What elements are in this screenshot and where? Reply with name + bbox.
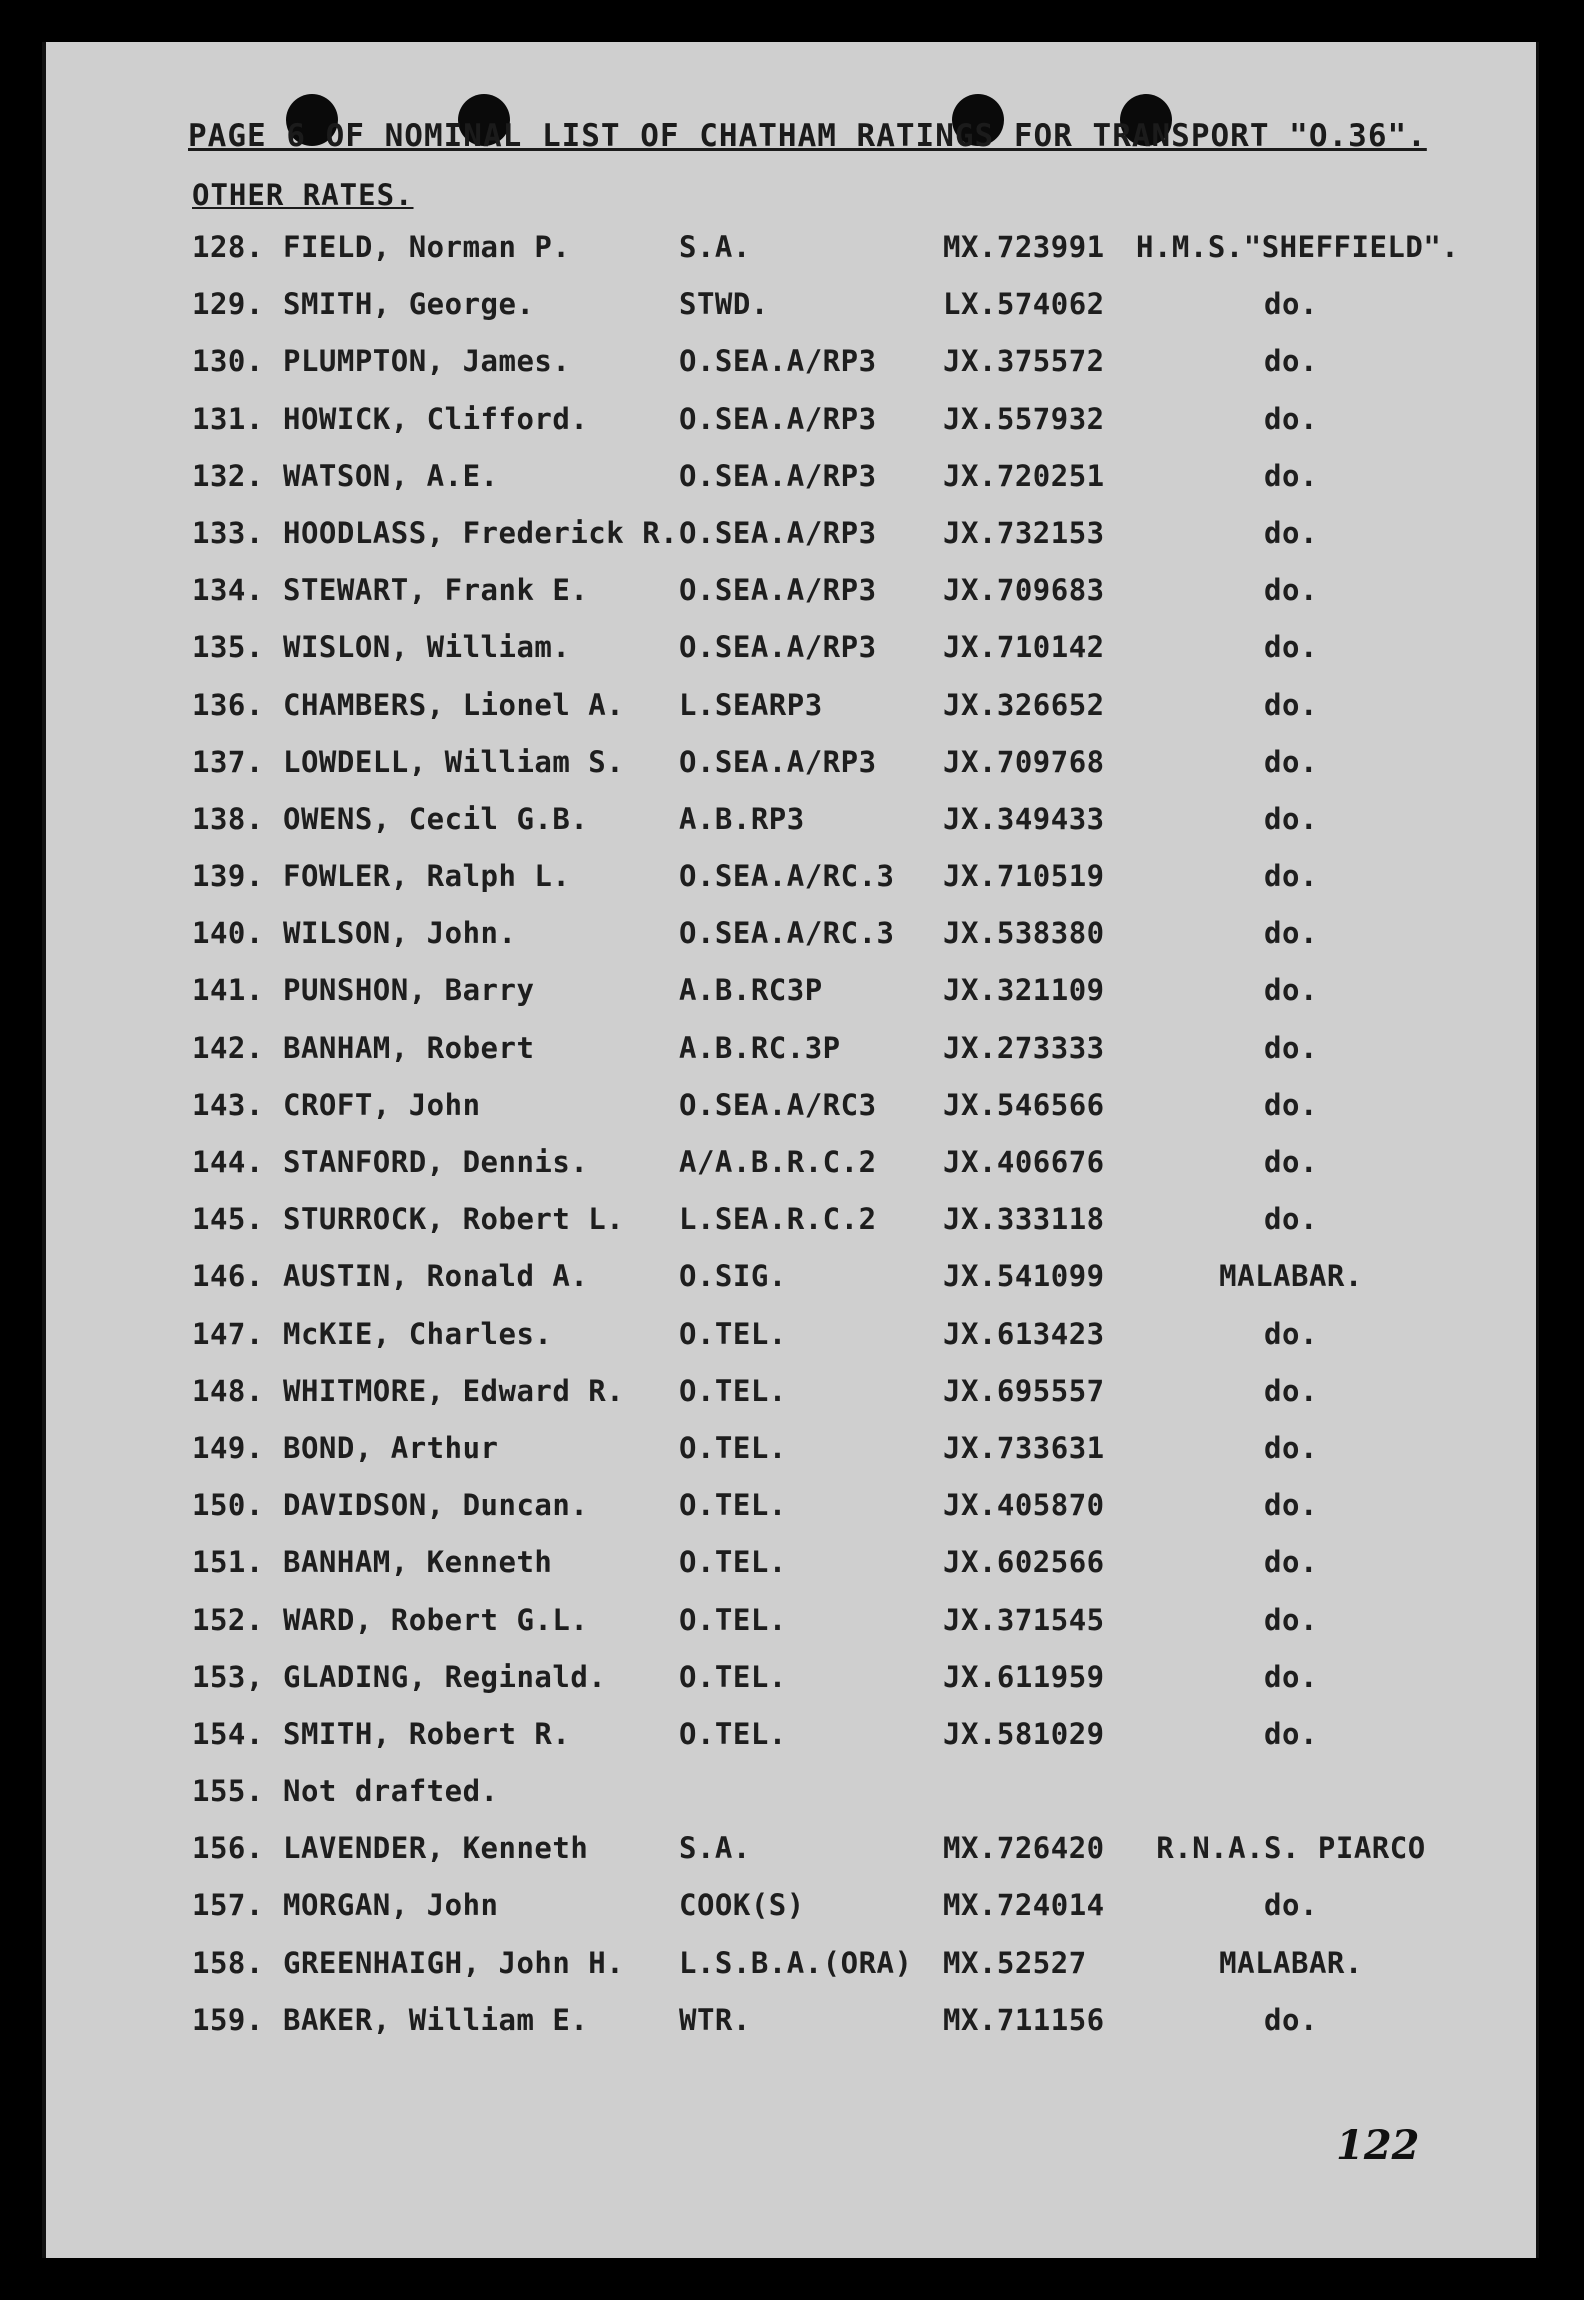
row-number: 145.	[192, 1202, 264, 1237]
row-number: 151.	[192, 1545, 264, 1580]
rating-name: BOND, Arthur	[283, 1430, 499, 1465]
rating-rate: O.TEL.	[679, 1659, 787, 1694]
row-number: 147.	[192, 1316, 264, 1351]
row-number: 132.	[192, 458, 264, 493]
rating-rate: O.SEA.A/RP3	[679, 458, 877, 493]
row-number: 157.	[192, 1888, 264, 1923]
ship-name: do.	[1264, 287, 1318, 322]
list-row	[46, 1545, 1536, 1602]
official-number: JX.611959	[943, 1659, 1105, 1694]
official-number: JX.557932	[943, 401, 1105, 436]
rating-rate: O.SEA.A/RP3	[679, 344, 877, 379]
row-number: 156.	[192, 1831, 264, 1866]
ship-name: R.N.A.S. PIARCO	[1156, 1831, 1426, 1866]
official-number: JX.541099	[943, 1259, 1105, 1294]
official-number: JX.720251	[943, 458, 1105, 493]
rating-rate: A.B.RP3	[679, 801, 805, 836]
rating-rate: STWD.	[679, 287, 769, 322]
rating-name: LAVENDER, Kenneth	[283, 1831, 589, 1866]
list-row	[46, 287, 1536, 344]
rating-name: WATSON, A.E.	[283, 458, 499, 493]
ratings-list	[46, 230, 1536, 2060]
list-row	[46, 973, 1536, 1030]
list-row	[46, 688, 1536, 745]
rating-rate: S.A.	[679, 1831, 751, 1866]
rating-name: Not drafted.	[283, 1774, 499, 1809]
rating-rate: O.TEL.	[679, 1602, 787, 1637]
ship-name: do.	[1264, 573, 1318, 608]
list-row	[46, 1603, 1536, 1660]
official-number: JX.375572	[943, 344, 1105, 379]
ship-name: do.	[1264, 1316, 1318, 1351]
ship-name: do.	[1264, 1087, 1318, 1122]
document-page	[42, 42, 1539, 2258]
rating-rate: S.A.	[679, 230, 751, 264]
list-row	[46, 1831, 1536, 1888]
ship-name: do.	[1264, 801, 1318, 836]
rating-rate: O.TEL.	[679, 1488, 787, 1523]
ship-name: do.	[1264, 1659, 1318, 1694]
rating-rate: WTR.	[679, 2002, 751, 2037]
rating-name: PUNSHON, Barry	[283, 973, 535, 1008]
rating-name: GLADING, Reginald.	[283, 1659, 607, 1694]
list-row	[46, 1145, 1536, 1202]
ship-name: do.	[1264, 401, 1318, 436]
rating-rate: O.TEL.	[679, 1545, 787, 1580]
row-number: 154.	[192, 1716, 264, 1751]
list-row	[46, 1202, 1536, 1259]
list-row	[46, 1660, 1536, 1717]
rating-rate: O.SEA.A/RP3	[679, 744, 877, 779]
official-number: JX.709768	[943, 744, 1105, 779]
official-number: JX.405870	[943, 1488, 1105, 1523]
list-row	[46, 1717, 1536, 1774]
rating-rate: L.S.B.A.(ORA)	[679, 1945, 913, 1980]
ship-name: do.	[1264, 344, 1318, 379]
row-number: 152.	[192, 1602, 264, 1637]
official-number: JX.273333	[943, 1030, 1105, 1065]
rating-rate: O.SEA.A/RC.3	[679, 916, 895, 951]
rating-rate: O.SIG.	[679, 1259, 787, 1294]
list-row	[46, 402, 1536, 459]
ship-name: do.	[1264, 1145, 1318, 1179]
ship-name: do.	[1264, 744, 1318, 779]
row-number: 144.	[192, 1145, 264, 1179]
rating-name: BAKER, William E.	[283, 2002, 589, 2037]
list-row	[46, 1946, 1536, 2003]
section-heading: OTHER RATES.	[192, 178, 414, 212]
rating-name: BANHAM, Robert	[283, 1030, 535, 1065]
rating-name: FIELD, Norman P.	[283, 230, 571, 264]
official-number: MX.724014	[943, 1888, 1105, 1923]
official-number: JX.406676	[943, 1145, 1105, 1179]
rating-name: OWENS, Cecil G.B.	[283, 801, 589, 836]
ship-name: do.	[1264, 973, 1318, 1008]
rating-rate: O.SEA.A/RC3	[679, 1087, 877, 1122]
list-row	[46, 344, 1536, 401]
ship-name: do.	[1264, 1373, 1318, 1408]
rating-rate: COOK(S)	[679, 1888, 805, 1923]
rating-rate: O.SEA.A/RP3	[679, 573, 877, 608]
official-number: JX.581029	[943, 1716, 1105, 1751]
rating-name: McKIE, Charles.	[283, 1316, 553, 1351]
ship-name: do.	[1264, 630, 1318, 665]
row-number: 158.	[192, 1945, 264, 1980]
rating-name: BANHAM, Kenneth	[283, 1545, 553, 1580]
ship-name: do.	[1264, 1430, 1318, 1465]
rating-rate: L.SEA.R.C.2	[679, 1202, 877, 1237]
list-row	[46, 745, 1536, 802]
ship-name: do.	[1264, 458, 1318, 493]
ship-name: H.M.S."SHEFFIELD".	[1136, 230, 1460, 264]
official-number: JX.538380	[943, 916, 1105, 951]
row-number: 141.	[192, 973, 264, 1008]
list-row	[46, 802, 1536, 859]
list-row	[46, 1488, 1536, 1545]
ship-name: MALABAR.	[1219, 1259, 1363, 1294]
row-number: 139.	[192, 859, 264, 894]
document-header: PAGE 6 OF NOMINAL LIST OF CHATHAM RATINGS FOR TRANSPORT "O.36".	[188, 118, 1427, 154]
rating-name: MORGAN, John	[283, 1888, 499, 1923]
row-number: 143.	[192, 1087, 264, 1122]
rating-name: HOODLASS, Frederick R.	[283, 515, 679, 550]
ship-name: do.	[1264, 1602, 1318, 1637]
rating-rate: A.B.RC.3P	[679, 1030, 841, 1065]
rating-name: CHAMBERS, Lionel A.	[283, 687, 625, 722]
official-number: JX.546566	[943, 1087, 1105, 1122]
row-number: 133.	[192, 515, 264, 550]
official-number: JX.613423	[943, 1316, 1105, 1351]
rating-rate: O.SEA.A/RP3	[679, 630, 877, 665]
list-row	[46, 1317, 1536, 1374]
ship-name: do.	[1264, 1716, 1318, 1751]
official-number: MX.723991	[943, 230, 1105, 264]
row-number: 150.	[192, 1488, 264, 1523]
rating-name: SMITH, George.	[283, 287, 535, 322]
official-number: JX.321109	[943, 973, 1105, 1008]
ship-name: do.	[1264, 2002, 1318, 2037]
official-number: JX.695557	[943, 1373, 1105, 1408]
row-number: 142.	[192, 1030, 264, 1065]
list-row	[46, 1774, 1536, 1831]
official-number: JX.326652	[943, 687, 1105, 722]
row-number: 148.	[192, 1373, 264, 1408]
row-number: 155.	[192, 1774, 264, 1809]
ship-name: do.	[1264, 859, 1318, 894]
row-number: 159.	[192, 2002, 264, 2037]
ship-name: do.	[1264, 1888, 1318, 1923]
list-row	[46, 1431, 1536, 1488]
list-row	[46, 1888, 1536, 1945]
rating-name: GREENHAIGH, John H.	[283, 1945, 625, 1980]
official-number: JX.709683	[943, 573, 1105, 608]
row-number: 129.	[192, 287, 264, 322]
list-row	[46, 1031, 1536, 1088]
list-row	[46, 916, 1536, 973]
row-number: 128.	[192, 230, 264, 264]
rating-name: PLUMPTON, James.	[283, 344, 571, 379]
row-number: 130.	[192, 344, 264, 379]
row-number: 135.	[192, 630, 264, 665]
list-row	[46, 573, 1536, 630]
list-row	[46, 230, 1536, 287]
ship-name: do.	[1264, 1202, 1318, 1237]
row-number: 140.	[192, 916, 264, 951]
row-number: 153,	[192, 1659, 264, 1694]
list-row	[46, 2003, 1536, 2060]
rating-name: STURROCK, Robert L.	[283, 1202, 625, 1237]
rating-rate: O.TEL.	[679, 1373, 787, 1408]
list-row	[46, 1088, 1536, 1145]
list-row	[46, 630, 1536, 687]
official-number: JX.733631	[943, 1430, 1105, 1465]
rating-name: STANFORD, Dennis.	[283, 1145, 589, 1179]
official-number: JX.349433	[943, 801, 1105, 836]
rating-name: STEWART, Frank E.	[283, 573, 589, 608]
official-number: LX.574062	[943, 287, 1105, 322]
row-number: 136.	[192, 687, 264, 722]
official-number: MX.52527	[943, 1945, 1087, 1980]
ship-name: do.	[1264, 687, 1318, 722]
rating-name: WISLON, William.	[283, 630, 571, 665]
ship-name: do.	[1264, 1545, 1318, 1580]
rating-name: WILSON, John.	[283, 916, 517, 951]
rating-rate: O.SEA.A/RP3	[679, 401, 877, 436]
row-number: 137.	[192, 744, 264, 779]
list-row	[46, 1374, 1536, 1431]
ship-name: MALABAR.	[1219, 1945, 1363, 1980]
rating-rate: A/A.B.R.C.2	[679, 1145, 877, 1179]
list-row	[46, 459, 1536, 516]
rating-rate: O.SEA.A/RC.3	[679, 859, 895, 894]
list-row	[46, 1259, 1536, 1316]
rating-rate: A.B.RC3P	[679, 973, 823, 1008]
rating-name: WARD, Robert G.L.	[283, 1602, 589, 1637]
official-number: JX.602566	[943, 1545, 1105, 1580]
rating-name: DAVIDSON, Duncan.	[283, 1488, 589, 1523]
official-number: JX.371545	[943, 1602, 1105, 1637]
official-number: JX.710519	[943, 859, 1105, 894]
rating-name: LOWDELL, William S.	[283, 744, 625, 779]
list-row	[46, 516, 1536, 573]
ship-name: do.	[1264, 515, 1318, 550]
rating-rate: O.SEA.A/RP3	[679, 515, 877, 550]
rating-name: WHITMORE, Edward R.	[283, 1373, 625, 1408]
row-number: 149.	[192, 1430, 264, 1465]
rating-rate: O.TEL.	[679, 1716, 787, 1751]
row-number: 138.	[192, 801, 264, 836]
rating-rate: O.TEL.	[679, 1316, 787, 1351]
row-number: 131.	[192, 401, 264, 436]
official-number: JX.333118	[943, 1202, 1105, 1237]
rating-name: CROFT, John	[283, 1087, 481, 1122]
rating-name: AUSTIN, Ronald A.	[283, 1259, 589, 1294]
ship-name: do.	[1264, 1488, 1318, 1523]
rating-name: FOWLER, Ralph L.	[283, 859, 571, 894]
rating-name: SMITH, Robert R.	[283, 1716, 571, 1751]
row-number: 134.	[192, 573, 264, 608]
ship-name: do.	[1264, 916, 1318, 951]
official-number: MX.711156	[943, 2002, 1105, 2037]
row-number: 146.	[192, 1259, 264, 1294]
page-number: 122	[1336, 2122, 1420, 2169]
rating-rate: O.TEL.	[679, 1430, 787, 1465]
rating-rate: L.SEARP3	[679, 687, 823, 722]
ship-name: do.	[1264, 1030, 1318, 1065]
list-row	[46, 859, 1536, 916]
official-number: MX.726420	[943, 1831, 1105, 1866]
rating-name: HOWICK, Clifford.	[283, 401, 589, 436]
official-number: JX.732153	[943, 515, 1105, 550]
official-number: JX.710142	[943, 630, 1105, 665]
